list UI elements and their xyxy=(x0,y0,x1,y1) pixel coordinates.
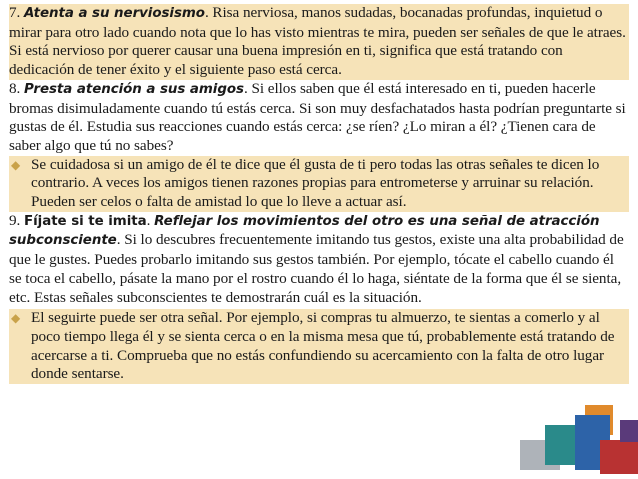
item-9-number: 9. xyxy=(9,211,21,229)
item-9-heading-2: Reflejar los movimientos del otro es una señal de atracción subconsciente xyxy=(9,213,600,249)
item-7 xyxy=(9,4,629,80)
item-8-bullet xyxy=(9,156,629,212)
item-8 xyxy=(9,80,629,156)
item-9-bullet-text: El seguirte puede ser otra señal. Por ejemplo, si compras tu almuerzo, te sientas a comerlo y al poco tiempo llega él y se sienta cerca o en la misma mesa que tú, probablemente está tratando de acercarse a ti. Comprueba que no estás confundiendo su acercamiento con la falta de otro lugar donde sentarse. xyxy=(31,309,615,383)
decorative-block-purple xyxy=(620,420,638,442)
diamond-bullet-icon: ◆ xyxy=(11,157,21,172)
item-8-bullet-text: Se cuidadosa si un amigo de él te dice que él gusta de ti pero todas las otras señales te dicen lo contrario. A veces los amigos tienen razones propias para entrometerse y arruinar su relación. Pueden ser celos o falta de amistad lo que lo lleve a actuar así. xyxy=(31,155,600,211)
diamond-bullet-icon: ◆ xyxy=(11,311,21,326)
item-9-body: . Si lo descubres frecuentemente imitando tus gestos, existe una alta probabilidad de que le gustes. Puedes probarlo imitando sus gestos también. Por ejemplo, tócate el cabello cuando él se toca el cabello, pásate la mano por el rostro cuando él lo haga, siéntate de la forma que él se sienta, etc. Estas señales subconscientes te demostrarán cuál es la situación. xyxy=(9,231,624,306)
item-9-separator: . xyxy=(146,211,155,229)
item-7-heading: Atenta a su nerviosismo xyxy=(24,6,205,21)
item-7-body: . Risa nerviosa, manos sudadas, bocanadas profundas, inquietud o mirar para otro lado cuando nota que lo has visto mientras te mira, pueden ser señales de que le atraes. Si está nervioso por querer causar una buena impresión en ti, significa que está tratando con dedicación de tener éxito y el siguiente paso está cerca. xyxy=(9,4,626,79)
item-9-bullet xyxy=(9,309,629,384)
decorative-block-red xyxy=(600,440,638,474)
slide-text xyxy=(9,4,629,384)
item-8-number: 8. xyxy=(9,79,21,97)
item-9-heading-1: Fíjate si te imita xyxy=(24,213,147,229)
item-8-heading: Presta atención a sus amigos xyxy=(24,81,244,97)
item-8-body: . Si ellos saben que él está interesado en ti, pueden hacerle bromas disimuladamente cuando tú estás cerca. Si son muy desfachatados hasta podrían preguntarte si gustas de él. Estudia sus reacciones cuando estás cerca: ¿se ríen? ¿Lo miran a él? ¿Tienen cara de saber algo que tú no sabes? xyxy=(9,79,626,154)
item-9 xyxy=(9,212,629,308)
item-7-number: 7. xyxy=(9,4,21,21)
